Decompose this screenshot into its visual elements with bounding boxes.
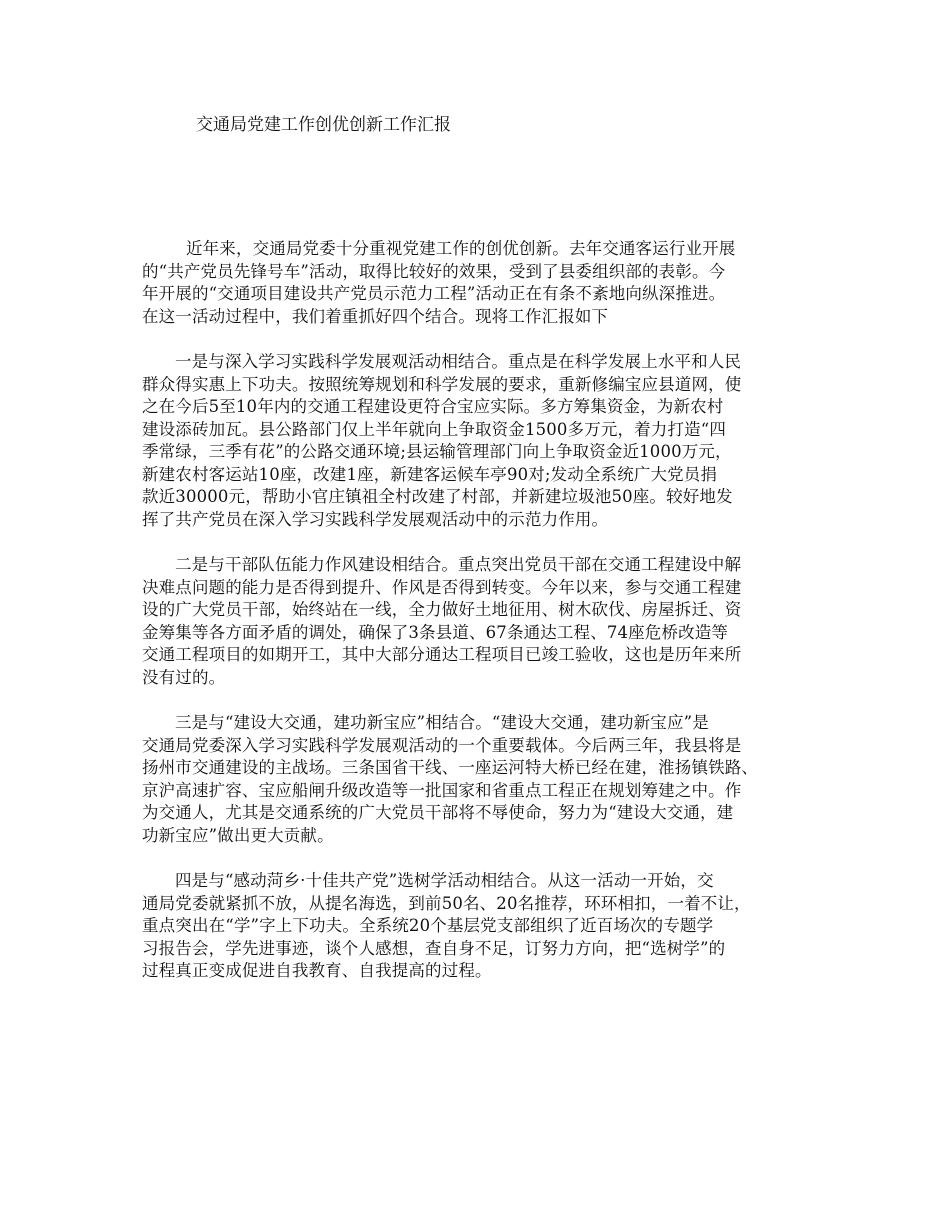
paragraph-line: 挥了共产党员在深入学习实践科学发展观活动中的示范力作用。 bbox=[142, 509, 609, 529]
paragraph-point-4 bbox=[142, 870, 818, 983]
paragraph-line: 年开展的“交通项目建设共产党员示范力工程”活动正在有条不紊地向纵深推进。 bbox=[142, 284, 726, 303]
paragraph-line: 决难点问题的能力是否得到提升、作风是否得到转变。今年以来，参与交通工程建 bbox=[142, 577, 742, 597]
paragraph-line: 款近30000元，帮助小官庄镇祖全村改建了村部，并新建垃圾池50座。较好地发 bbox=[142, 487, 733, 506]
paragraph-line: 建设添砖加瓦。县公路部门仅上半年就向上争取资金1500多万元，着力打造“四 bbox=[142, 419, 726, 439]
paragraph-intro bbox=[142, 238, 818, 328]
paragraph-line: 近年来，交通局党委十分重视党建工作的创优创新。去年交通客运行业开展 bbox=[186, 239, 736, 258]
paragraph-point-2 bbox=[142, 554, 818, 689]
paragraph-line: 之在今后5至10年内的交通工程建设更符合宝应实际。多方筹集资金，为新农村 bbox=[142, 397, 724, 416]
paragraph-line: 为交通人，尤其是交通系统的广大党员干部将不辱使命，努力为“建设大交通，建 bbox=[142, 803, 734, 822]
paragraph-line: 通局党委就紧抓不放，从提名海选，到前50名、20名推荐，环环相扣，一着不让， bbox=[142, 893, 751, 913]
paragraph-line: 重点突出在“学”字上下功夫。全系统20个基层党支部组织了近百场次的专题学 bbox=[142, 916, 714, 935]
paragraph-line: 京沪高速扩容、宝应船闸升级改造等一批国家和省重点工程正在规划筹建之中。作 bbox=[142, 780, 742, 800]
document-body bbox=[142, 238, 818, 1006]
paragraph-line: 功新宝应”做出更大贡献。 bbox=[142, 825, 334, 845]
paragraph-line: 扬州市交通建设的主战场。三条国省干线、一座运河特大桥已经在建，淮扬镇铁路、 bbox=[142, 758, 759, 777]
paragraph-line: 四是与“感动菏乡·十佳共产党”选树学活动相结合。从这一活动一开始，交 bbox=[175, 871, 714, 890]
paragraph-line: 交通局党委深入学习实践科学发展观活动的一个重要载体。今后两三年，我县将是 bbox=[142, 735, 742, 755]
paragraph-line: 金筹集等各方面矛盾的调处，确保了3条县道、67条通达工程、74座危桥改造等 bbox=[142, 622, 729, 642]
paragraph-line: 群众得实惠上下功夫。按照统筹规划和科学发展的要求，重新修编宝应县道网，使 bbox=[142, 374, 742, 394]
paragraph-line: 在这一活动过程中，我们着重抓好四个结合。现将工作汇报如下 bbox=[142, 306, 609, 326]
paragraph-line: 没有过的。 bbox=[142, 667, 226, 687]
document-title: 交通局党建工作创优创新工作汇报 bbox=[196, 115, 451, 135]
paragraph-line: 二是与干部队伍能力作风建设相结合。重点突出党员干部在交通工程建设中解 bbox=[175, 555, 742, 574]
paragraph-line: 习报告会，学先进事迹，谈个人感想，查自身不足，订努力方向，把“选树学”的 bbox=[142, 938, 726, 958]
paragraph-line: 过程真正变成促进自我教育、自我提高的过程。 bbox=[142, 961, 492, 980]
paragraph-line: 三是与“建设大交通，建功新宝应”相结合。“建设大交通，建功新宝应”是 bbox=[175, 713, 709, 732]
paragraph-line: 新建农村客运站10座，改建1座，新建客运候车亭90对;发动全系统广大党员捐 bbox=[142, 464, 718, 484]
paragraph-line: 季常绿，三季有花”的公路交通环境;县运输管理部门向上争取资金近1000万元， bbox=[142, 442, 732, 461]
paragraph-line: 交通工程项目的如期开工，其中大部分通达工程项目已竣工验收，这也是历年来所 bbox=[142, 645, 742, 664]
paragraph-line: 设的广大党员干部，始终站在一线，全力做好土地征用、树木砍伐、房屋拆迁、资 bbox=[142, 600, 742, 619]
paragraph-point-1 bbox=[142, 351, 818, 531]
paragraph-point-3 bbox=[142, 712, 818, 847]
paragraph-line: 的“共产党员先锋号车”活动，取得比较好的效果，受到了县委组织部的表彰。今 bbox=[142, 261, 726, 281]
paragraph-line: 一是与深入学习实践科学发展观活动相结合。重点是在科学发展上水平和人民 bbox=[175, 352, 742, 371]
